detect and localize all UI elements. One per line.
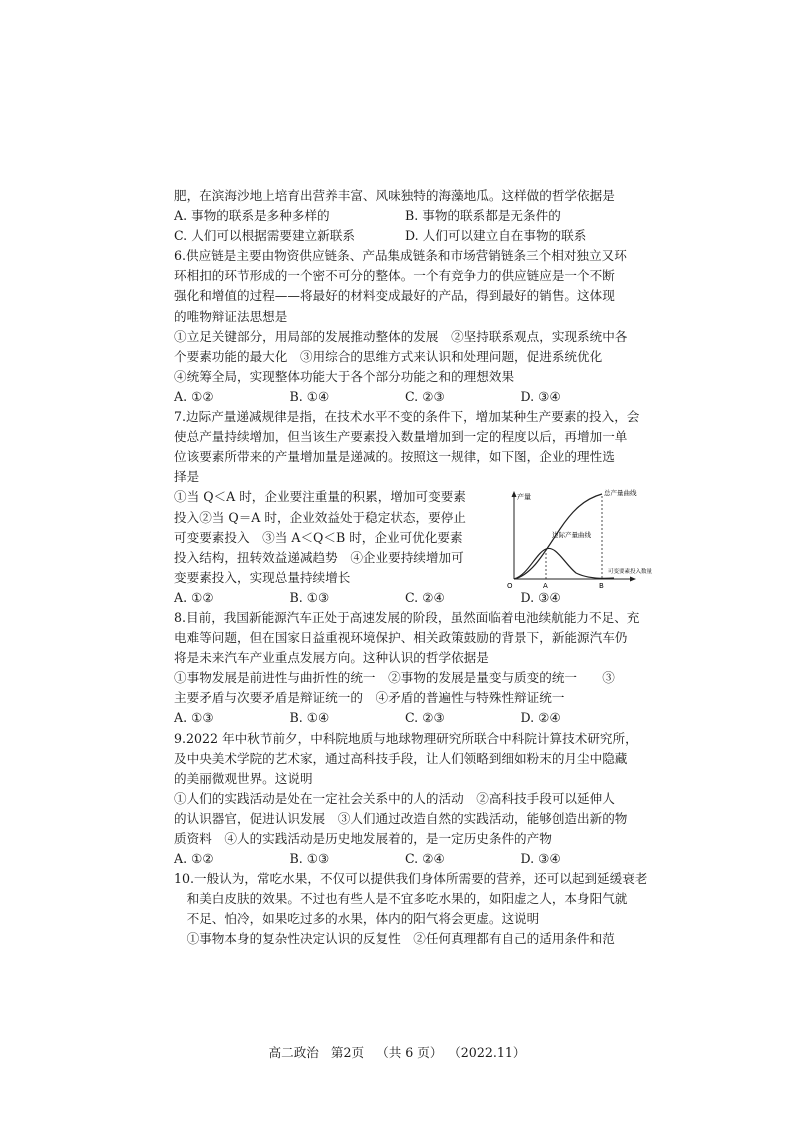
question-5-options-row-2 (174, 226, 636, 246)
statement-line: ①事物本身的复杂性决定认识的反复性 ②任何真理都有自己的适用条件和范 (174, 931, 615, 947)
option-d: D. 人们可以建立自在事物的联系 (405, 228, 587, 244)
option-a: A. ①③ (174, 710, 214, 726)
question-6-options (174, 387, 636, 407)
question-line: 7.边际产量递减规律是指，在技术水平不变的条件下，增加某种生产要素的投入，会 (174, 409, 640, 425)
option-c: C. ②④ (405, 589, 445, 605)
question-line: 将是未来汽车产业重点发展方向。这种认识的哲学依据是 (174, 650, 489, 666)
option-a: A. 事物的联系是多种多样的 (174, 208, 330, 224)
origin-label: O (507, 582, 513, 591)
option-b: B. ①④ (289, 388, 330, 404)
option-a: A. ①② (174, 388, 214, 404)
y-axis-arrow (512, 491, 517, 497)
statement-line: ①当 Q＜A 时，企业要注重量的积累，增加可变要素 (174, 489, 466, 505)
x-axis-label: 可变要素投入数量 (608, 569, 653, 576)
marginal-curve-label: 边际产量曲线 (552, 531, 591, 540)
question-line: 9.2022 年中秋节前夕，中科院地质与地球物理研究所联合中科院计算技术研究所， (174, 730, 638, 746)
statement-line: 的认识器官，促进认识发展 ③人们通过改造自然的实践活动，能够创造出新的物 (174, 810, 628, 826)
statement-line: 投入结构，扭转效益递减趋势 ④企业要持续增加可 (174, 549, 464, 565)
statement-line: ①立足关键部分，用局部的发展推动整体的发展 ②坚持联系观点，实现系统中各 (174, 328, 628, 344)
question-10 (174, 869, 648, 949)
option-a: A. ①② (174, 851, 214, 867)
footer-date: （2022.11） (454, 1045, 526, 1060)
production-curve-diagram (504, 487, 654, 591)
question-8 (174, 608, 640, 729)
option-b: B. ①④ (289, 710, 330, 726)
question-line: 位该要素所带来的产量增加量是递减的。按照这一规律，如下图，企业的理性选 (174, 449, 615, 465)
page-footer (0, 1042, 794, 1061)
question-7-body (174, 487, 653, 591)
question-5-stem: 肥，在滨海沙地上培育出营养丰富、风味独特的海藻地瓜。这样做的哲学依据是 (174, 188, 615, 203)
question-line: 的美丽微观世界。这说明 (174, 770, 313, 786)
question-line: 的唯物辩证法思想是 (174, 308, 288, 324)
question-line: 使总产量持续增加，但当该生产要素投入数量增加到一定的程度以后，再增加一单 (174, 429, 628, 445)
question-5 (174, 186, 636, 246)
question-line: 电难等问题，但在国家日益重视环境保护、相关政策鼓励的背景下，新能源汽车仍 (174, 630, 628, 646)
footer-page: 第2页 (330, 1045, 365, 1060)
question-line: 环相扣的环节形成的一个密不可分的整体。一个有竞争力的供应链应是一个不断 (174, 268, 615, 284)
option-a: A. ①② (174, 589, 214, 605)
question-line: 及中央美术学院的艺术家，通过高科技手段，让人们领略到细如粉末的月尘中隐藏 (174, 750, 628, 766)
option-c: C. 人们可以根据需要建立新联系 (174, 228, 355, 244)
question-line: 强化和增值的过程——将最好的材料变成最好的产品，得到最好的销售。这体现 (174, 288, 615, 304)
question-8-options (174, 708, 636, 728)
question-line: 6.供应链是主要由物资供应链条、产品集成链条和市场营销链条三个相对独立又环 (174, 248, 627, 264)
statement-line: ①事物发展是前进性与曲折性的统一 ②事物的发展是量变与质变的统一 ③ (174, 670, 615, 686)
question-line: 不足、怕冷，如果吃过多的水果，体内的阳气将会更虚。这说明 (174, 911, 540, 927)
b-label: B (599, 582, 604, 591)
option-c: C. ②④ (405, 851, 445, 867)
statement-line: ④统筹全局，实现整体功能大于各个部分功能之和的理想效果 (174, 368, 515, 384)
statement-line: 可变要素投入 ③当 A＜Q＜B 时，企业可优化要素 (174, 529, 463, 545)
question-line: 和美白皮肤的效果。不过也有些人是不宜多吃水果的，如阳虚之人，本身阳气就 (174, 891, 628, 907)
question-6 (174, 246, 636, 407)
question-line: 10.一般认为，常吃水果，不仅可以提供我们身体所需要的营养，还可以起到延缓衰老 (174, 871, 648, 887)
statement-line: 变要素投入，实现总量持续增长 (174, 569, 351, 585)
option-d: D. ②④ (520, 710, 561, 726)
total-curve-label: 总产量曲线 (604, 489, 637, 498)
question-5-options-row-1 (174, 206, 636, 226)
option-c: C. ②③ (405, 388, 445, 404)
exam-page (174, 186, 653, 950)
x-axis-arrow (630, 577, 636, 582)
footer-subject: 高二政治 (268, 1045, 319, 1060)
question-line: 择是 (174, 469, 200, 485)
statement-line: 质资料 ④人的实践活动是历史地发展着的，是一定历史条件的产物 (174, 831, 552, 846)
option-d: D. ③④ (520, 388, 561, 404)
question-line: 8.目前，我国新能源汽车正处于高速发展的阶段，虽然面临着电池续航能力不足、充 (174, 609, 640, 625)
option-b: B. ①③ (289, 589, 330, 605)
a-label: A (543, 582, 548, 591)
statement-line: ①人们的实践活动是处在一定社会关系中的人的活动 ②高科技手段可以延伸人 (174, 790, 615, 806)
option-d: D. ③④ (520, 851, 561, 867)
marginal-product-curve (514, 549, 614, 580)
option-b: B. ①③ (289, 851, 330, 867)
option-c: C. ②③ (405, 710, 445, 726)
y-axis-label: 产量 (517, 493, 531, 502)
statement-line: 个要素功能的最大化 ③用综合的思维方式来认识和处理问题，促进系统优化 (174, 348, 603, 364)
statement-line: 主要矛盾与次要矛盾是辩证统一的 ④矛盾的普遍性与特殊性辩证统一 (174, 690, 565, 706)
question-7 (174, 407, 653, 608)
question-9-options (174, 849, 636, 869)
option-d: D. ③④ (520, 589, 561, 605)
statement-line: 投入②当 Q＝A 时，企业效益处于稳定状态，要停止 (174, 509, 466, 525)
question-9 (174, 729, 636, 870)
option-b: B. 事物的联系都是无条件的 (405, 208, 561, 224)
footer-total: （共 6 页） (376, 1045, 443, 1060)
